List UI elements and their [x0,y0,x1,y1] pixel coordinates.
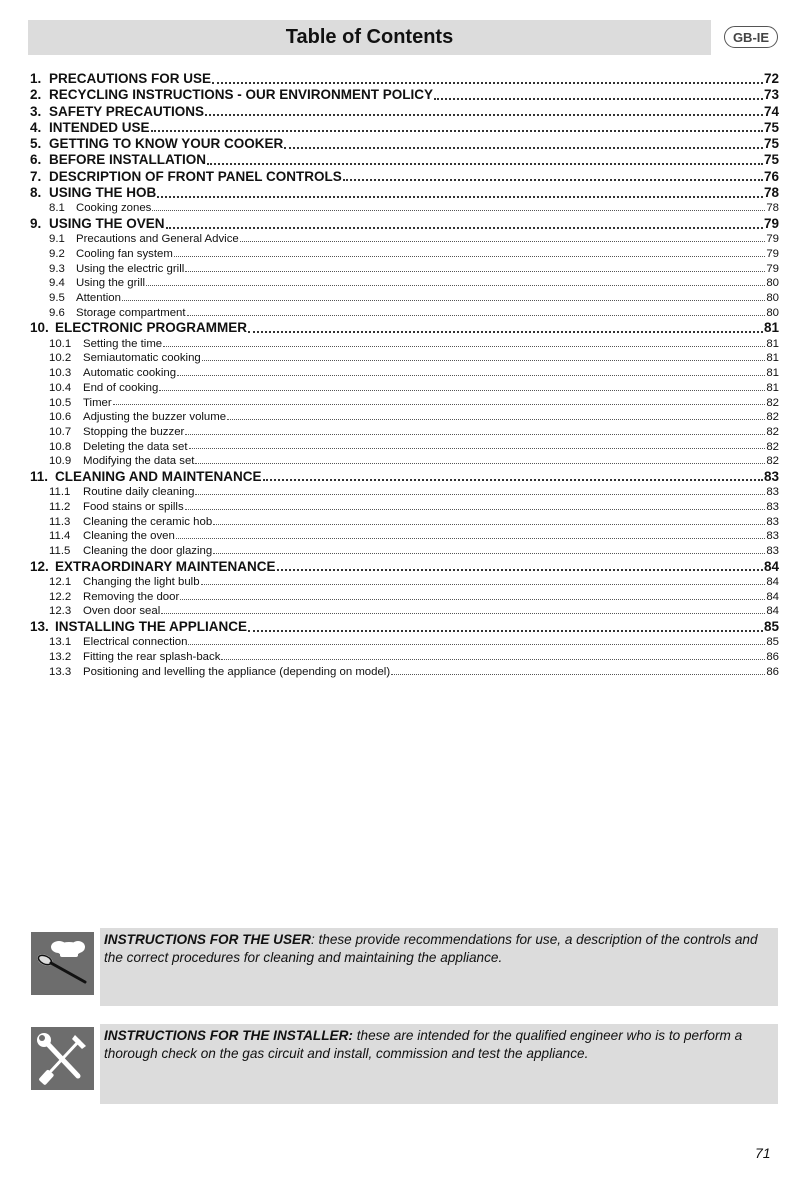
toc-number: 13. [30,619,49,635]
toc-number: 11.3 [49,515,71,528]
toc-leader [284,136,763,149]
toc-title: INTENDED USE [49,119,150,135]
toc-chapter [30,152,779,168]
toc-section [30,575,779,590]
toc-number: 11. [30,468,49,484]
toc-number: 6. [30,152,42,168]
toc-page: 86 [766,665,779,678]
toc-number: 10.4 [49,381,72,394]
toc-leader [174,247,765,257]
toc-number: 4. [30,119,42,135]
toc-leader [195,485,765,495]
toc-page: 76 [763,168,779,184]
toc-title: Changing the light bulb [83,576,200,588]
toc-title: Removing the door [83,590,180,603]
toc-page: 79 [766,248,779,261]
toc-chapter [30,87,779,103]
toc-chapter [30,136,779,152]
toc-title: ELECTRONIC PROGRAMMER [55,320,247,336]
toc-title: Positioning and levelling the appliance (depending on model) [83,665,391,678]
toc-page: 75 [763,119,779,135]
toc-page: 72 [763,71,779,86]
toc-leader [263,469,763,482]
toc-number: 12. [30,558,49,574]
toc-number: 11.4 [49,530,71,543]
toc-title: Timer [83,396,112,409]
toc-page: 81 [766,337,779,350]
toc-page: 81 [766,352,779,365]
toc-title: Setting the time [83,337,163,350]
toc-title: Deleting the data set [83,440,188,453]
toc-page: 82 [766,396,779,409]
table-of-contents [30,71,779,679]
toc-leader [166,216,763,229]
user-instructions-lead: INSTRUCTIONS FOR THE USER [104,932,311,947]
toc-page: 79 [766,262,779,275]
toc-title: Attention [76,292,121,305]
toc-page: 82 [766,411,779,424]
toc-leader [205,104,763,117]
toc-chapter [30,619,779,635]
toc-title: SAFETY PRECAUTIONS [49,103,205,119]
toc-leader [185,425,765,435]
toc-leader [157,185,763,198]
toc-leader [185,500,766,510]
language-badge: GB-IE [724,26,778,48]
toc-title: Oven door seal [83,605,161,618]
toc-number: 10.6 [49,411,72,424]
toc-title: RECYCLING INSTRUCTIONS - OUR ENVIRONMENT POLICY [49,87,434,103]
toc-title: Modifying the data set [83,455,195,468]
toc-chapter [30,120,779,136]
toc-section [30,410,779,425]
toc-leader [177,366,765,376]
toc-leader [176,529,766,539]
toc-page: 83 [766,530,779,543]
toc-number: 7. [30,168,42,184]
toc-page: 86 [766,651,779,664]
toc-section [30,515,779,530]
toc-section [30,604,779,619]
toc-number: 13.3 [49,665,72,678]
toc-page: 82 [766,455,779,468]
toc-section [30,276,779,291]
toc-leader [180,590,765,600]
toc-number: 10.8 [49,440,72,453]
toc-section [30,247,779,262]
user-instructions-body: : these provide recommendations for use, a description of the controls and the correct procedures for cleaning and maintaining the appliance. [104,932,758,965]
toc-title: Using the grill [76,277,146,290]
toc-page: 84 [766,605,779,618]
toc-number: 11.5 [49,545,71,558]
toc-page: 82 [766,425,779,438]
toc-section [30,544,779,559]
toc-page: 81 [766,367,779,380]
toc-leader [189,440,766,450]
toc-section [30,351,779,366]
toc-leader [188,635,765,645]
toc-page: 74 [763,103,779,119]
toc-page: 83 [763,468,779,484]
toc-leader [207,152,763,165]
toc-chapter [30,216,779,232]
page-number: 71 [755,1145,771,1161]
toc-section [30,454,779,469]
toc-page: 83 [766,500,779,513]
toc-section [30,500,779,515]
toc-number: 10.5 [49,396,72,409]
toc-leader [185,262,765,272]
toc-page: 78 [766,202,779,215]
toc-title: GETTING TO KNOW YOUR COOKER [49,136,284,152]
toc-page: 84 [766,576,779,588]
toc-chapter [30,185,779,201]
toc-number: 8.1 [49,202,65,215]
installer-instructions-body: these are intended for the qualified engineer who is to perform a thorough check on the gas circuit and install, commission and test the appliance. [104,1028,743,1061]
toc-leader [227,410,765,420]
toc-number: 9.6 [49,306,65,319]
toc-leader [212,71,763,84]
toc-number: 13.2 [49,651,72,664]
toc-title: Cleaning the oven [83,530,175,543]
toc-title: BEFORE INSTALLATION [49,152,206,168]
installer-instructions-box [100,1024,778,1104]
toc-title: Electrical connection [83,636,188,649]
toc-title: USING THE OVEN [49,216,165,232]
toc-number: 12.3 [49,605,72,618]
toc-leader [159,381,765,391]
toc-leader [248,619,763,632]
toc-title: Cooling fan system [76,248,173,261]
toc-page: 83 [766,515,779,528]
user-instructions-box [100,928,778,1006]
toc-title: Cleaning the door glazing [83,545,213,558]
toc-section [30,485,779,500]
toc-section [30,396,779,411]
wrench-screwdriver-icon [31,1027,94,1090]
user-instructions-text [100,928,778,966]
toc-number: 10.7 [49,425,72,438]
toc-number: 1. [30,71,42,86]
toc-title: EXTRAORDINARY MAINTENANCE [55,558,276,574]
toc-page: 81 [766,381,779,394]
toc-title: Using the electric grill [76,262,185,275]
toc-chapter [30,104,779,120]
toc-chapter [30,469,779,485]
title-bar [28,20,711,55]
toc-number: 8. [30,185,42,201]
installer-instructions-text [100,1024,778,1062]
toc-page: 80 [766,292,779,305]
toc-number: 12.2 [49,590,72,603]
toc-page: 85 [763,619,779,635]
toc-number: 9.1 [49,233,65,246]
toc-leader [161,604,765,614]
toc-title: Storage compartment [76,306,186,319]
toc-page: 80 [766,306,779,319]
toc-leader [221,650,765,660]
toc-section [30,650,779,665]
toc-leader [240,232,766,242]
toc-number: 13.1 [49,636,72,649]
toc-section [30,440,779,455]
toc-section [30,291,779,306]
toc-number: 10.3 [49,367,72,380]
toc-page: 79 [766,233,779,246]
toc-title: USING THE HOB [49,185,157,201]
toc-leader [202,351,766,361]
toc-title: INSTALLING THE APPLIANCE [55,619,247,635]
toc-title: Precautions and General Advice [76,233,239,246]
toc-title: Cooking zones [76,202,152,215]
toc-section [30,635,779,650]
toc-number: 9. [30,216,42,232]
toc-leader [248,320,763,333]
toc-title: DESCRIPTION OF FRONT PANEL CONTROLS [49,168,342,184]
toc-title: Automatic cooking [83,367,177,380]
toc-page: 85 [766,636,779,649]
toc-section [30,201,779,216]
toc-section [30,381,779,396]
toc-leader [391,665,765,675]
toc-chapter [30,71,779,87]
toc-page: 83 [766,545,779,558]
toc-number: 11.1 [49,486,71,499]
toc-page: 75 [763,136,779,152]
toc-leader [343,169,763,182]
toc-leader [277,559,763,572]
toc-number: 10.2 [49,352,72,365]
toc-section [30,232,779,247]
toc-page: 84 [763,558,779,574]
toc-number: 10.1 [49,337,72,350]
toc-page: 79 [763,216,779,232]
toc-page: 78 [763,185,779,201]
toc-leader [195,454,765,464]
toc-leader [122,291,765,301]
installer-instructions-lead: INSTRUCTIONS FOR THE INSTALLER: [104,1028,353,1043]
toc-number: 10. [30,320,49,336]
toc-title: PRECAUTIONS FOR USE [49,71,212,86]
toc-chapter [30,559,779,575]
toc-section [30,529,779,544]
toc-section [30,366,779,381]
spoon-chef-hat-icon [31,932,94,995]
toc-page: 73 [763,87,779,103]
toc-page: 84 [766,590,779,603]
toc-section [30,590,779,605]
toc-title: CLEANING AND MAINTENANCE [55,468,262,484]
toc-page: 83 [766,486,779,499]
toc-leader [213,544,765,554]
toc-number: 9.2 [49,248,65,261]
toc-leader [201,575,766,585]
toc-number: 10.9 [49,455,72,468]
toc-page: 81 [763,320,779,336]
toc-title: Stopping the buzzer [83,425,185,438]
toc-number: 9.3 [49,262,65,275]
toc-section [30,306,779,321]
toc-title: Routine daily cleaning [83,486,195,499]
toc-number: 12.1 [49,576,72,588]
toc-number: 11.2 [49,500,71,513]
toc-leader [213,515,765,525]
toc-section [30,425,779,440]
toc-title: Cleaning the ceramic hob [83,515,213,528]
toc-leader [434,87,763,100]
toc-leader [113,396,766,406]
toc-leader [152,201,765,211]
toc-title: Adjusting the buzzer volume [83,411,227,424]
toc-chapter [30,320,779,336]
toc-leader [163,337,765,347]
page-title: Table of Contents [285,26,454,48]
toc-number: 3. [30,103,42,119]
toc-leader [151,120,763,133]
toc-title: Semiautomatic cooking [83,352,201,365]
toc-title: End of cooking [83,381,159,394]
toc-section [30,665,779,680]
toc-number: 2. [30,87,42,103]
toc-title: Fitting the rear splash-back [83,651,221,664]
toc-title: Food stains or spills [83,500,184,513]
toc-chapter [30,169,779,185]
toc-number: 9.5 [49,292,65,305]
toc-number: 9.4 [49,277,65,290]
toc-page: 80 [766,277,779,290]
toc-leader [146,276,765,286]
toc-page: 75 [763,152,779,168]
toc-page: 82 [766,440,779,453]
toc-section [30,262,779,277]
toc-number: 5. [30,136,42,152]
toc-section [30,337,779,352]
toc-leader [187,306,766,316]
